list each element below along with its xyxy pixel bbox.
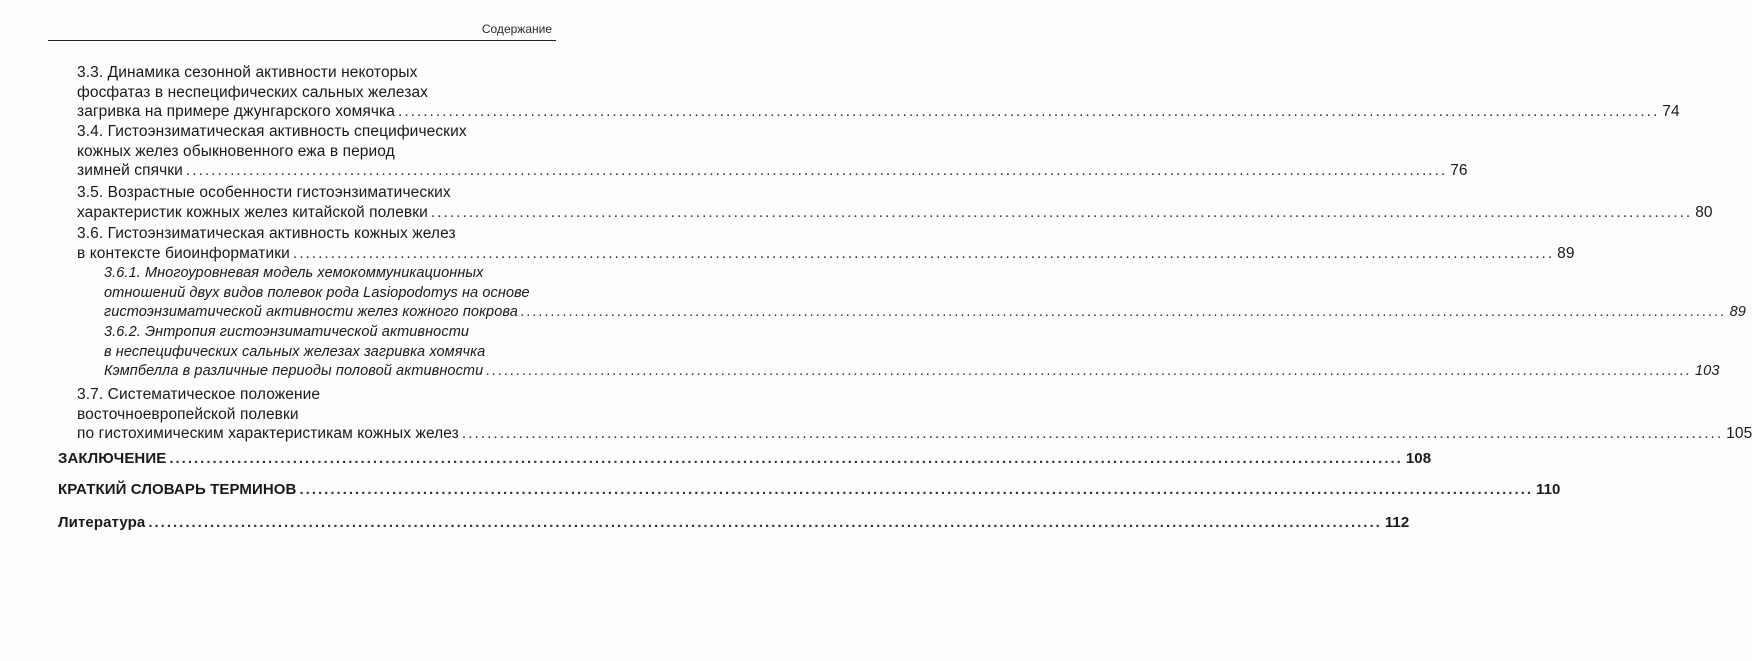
toc-entry-last-line <box>58 480 1561 499</box>
toc-page-number: 89 <box>1729 304 1746 320</box>
toc-entry-text: 3.7. Систематическое положение <box>77 386 321 403</box>
toc-entry-text: ЗАКЛЮЧЕНИЕ <box>58 450 167 467</box>
dot-leader: ........................................................................................................................................................................................................ <box>185 162 1448 179</box>
toc-entry-text: 3.4. Гистоэнзиматическая активность специфических <box>77 123 467 140</box>
toc-entry-last-line <box>104 303 1746 322</box>
toc-page-number: 103 <box>1695 363 1720 379</box>
toc-entry-last-line <box>58 513 1410 532</box>
toc-entry-last-line <box>77 203 1713 222</box>
toc-entry-text: Литература <box>58 514 146 531</box>
toc-entry-text: восточноевропейской полевки <box>77 405 299 423</box>
toc-entry-text: загривка на примере джунгарского хомячка <box>77 103 396 120</box>
toc-page-number: 89 <box>1557 244 1575 262</box>
dot-leader: ........................................................................................................................................................................................................ <box>299 481 1533 498</box>
toc-entry-text: 3.6.2. Энтропия гистоэнзиматической активности <box>104 324 470 340</box>
toc-page-number: 105 <box>1726 425 1752 442</box>
dot-leader: ........................................................................................................................................................................................................ <box>292 244 1555 262</box>
header-rule <box>48 40 556 41</box>
toc-page-number: 76 <box>1450 162 1468 179</box>
toc-page-number: 110 <box>1535 481 1561 498</box>
running-head: Содержание <box>481 22 552 36</box>
toc-entry-text: 3.6. Гистоэнзиматическая активность кожных желез <box>77 225 456 242</box>
toc-entry-last-line <box>77 424 1752 443</box>
dot-leader: ........................................................................................................................................................................................................ <box>461 425 1724 442</box>
toc-page-number: 80 <box>1695 203 1713 221</box>
toc-entry-text: 3.5. Возрастные особенности гистоэнзиматических <box>77 184 451 201</box>
dot-leader: ........................................................................................................................................................................................................ <box>398 103 1660 120</box>
toc-entry-last-line <box>77 244 1575 263</box>
toc-entry-text: Кэмпбелла в различные периоды половой активности <box>104 363 484 379</box>
dot-leader: ........................................................................................................................................................................................................ <box>430 203 1693 221</box>
toc-entry-text: в неспецифических сальных железах загривка хомячка <box>104 343 486 360</box>
toc-page-number: 112 <box>1384 514 1410 531</box>
dot-leader: ........................................................................................................................................................................................................ <box>148 514 1382 531</box>
toc-entry-text: зимней спячки <box>77 162 183 179</box>
toc-entry-text: отношений двух видов полевок рода Lasiopodomys на основе <box>104 284 530 301</box>
toc-entry-text: по гистохимическим характеристикам кожных желез <box>77 425 459 442</box>
dot-leader: ........................................................................................................................................................................................................ <box>520 304 1727 320</box>
toc-entry-text: фосфатаз в неспецифических сальных железах <box>77 83 429 101</box>
toc-entry-text: КРАТКИЙ СЛОВАРЬ ТЕРМИНОВ <box>58 481 297 498</box>
dot-leader: ........................................................................................................................................................................................................ <box>169 450 1403 467</box>
toc-entry-text: 3.3. Динамика сезонной активности некоторых <box>77 64 418 81</box>
toc-entry-last-line <box>77 102 1680 121</box>
toc-entry-text: в контексте биоинформатики <box>77 244 290 262</box>
toc-entry-text: 3.6.1. Многоуровневая модель хемокоммуникационных <box>104 265 484 281</box>
toc-entry-last-line <box>104 362 1720 381</box>
toc-entry-text: характеристик кожных желез китайской полевки <box>77 203 428 221</box>
toc-page-number: 74 <box>1662 103 1680 120</box>
toc-entry-last-line <box>77 161 1468 180</box>
dot-leader: ........................................................................................................................................................................................................ <box>486 363 1692 379</box>
toc-page-number: 108 <box>1405 450 1432 467</box>
toc-entry-last-line <box>58 449 1432 468</box>
toc-entry-text: гистоэнзиматической активности желез кожного покрова <box>104 304 518 320</box>
toc-entry-text: кожных желез обыкновенного ежа в период <box>77 142 395 160</box>
